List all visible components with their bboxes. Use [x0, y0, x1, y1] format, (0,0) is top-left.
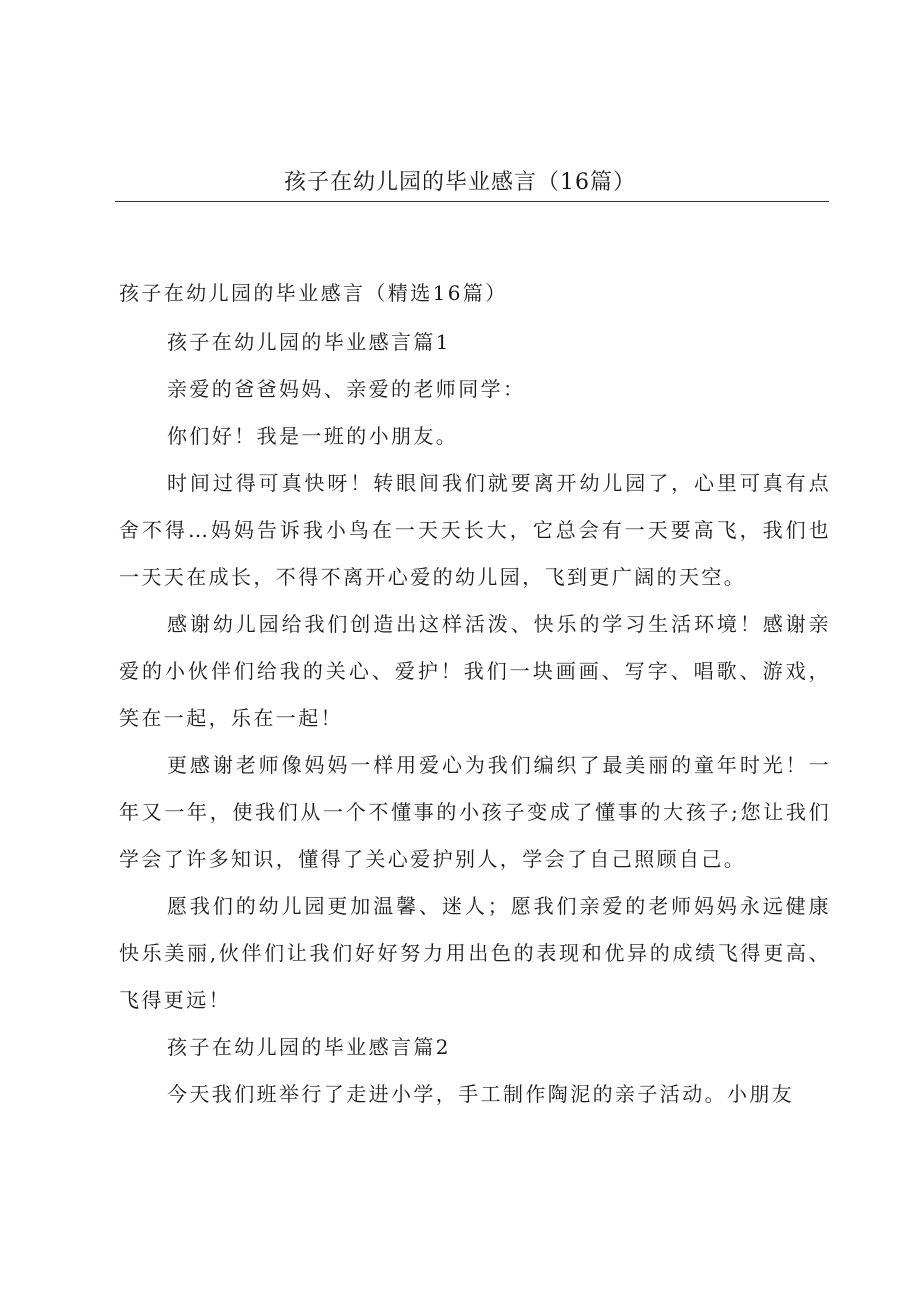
body-paragraph: 今天我们班举行了走进小学，手工制作陶泥的亲子活动。小朋友 — [167, 1082, 795, 1106]
body-paragraph: 愿我们的幼儿园更加温馨、迷人；愿我们亲爱的老师妈妈永远健康快乐美丽,伙伴们让我们好好努力用出色的表现和优异的成绩飞得更高、飞得更远！ — [119, 894, 831, 1012]
body-paragraph: 更感谢老师像妈妈一样用爱心为我们编织了最美丽的童年时光！一年又一年，使我们从一个不懂事的小孩子变成了懂事的大孩子;您让我们学会了许多知识，懂得了关心爱护别人，学会了自己照顾自己。 — [119, 753, 831, 871]
document-body — [119, 270, 831, 1118]
section-heading: 孩子在幼儿园的毕业感言篇2 — [167, 1035, 451, 1059]
title-underline — [115, 201, 829, 202]
section-heading: 孩子在幼儿园的毕业感言篇1 — [167, 330, 451, 354]
salutation: 亲爱的爸爸妈妈、亲爱的老师同学： — [167, 377, 526, 401]
document-title: 孩子在幼儿园的毕业感言（16篇） — [284, 170, 636, 195]
body-paragraph: 时间过得可真快呀！转眼间我们就要离开幼儿园了，心里可真有点舍不得…妈妈告诉我小鸟在一天天长大，它总会有一天要高飞，我们也一天天在成长，不得不离开心爱的幼儿园，飞到更广阔的天空。 — [119, 471, 831, 589]
body-paragraph: 感谢幼儿园给我们创造出这样活泼、快乐的学习生活环境！感谢亲爱的小伙伴们给我的关心、爱护！我们一块画画、写字、唱歌、游戏，笑在一起，乐在一起！ — [119, 612, 831, 730]
document-subtitle: 孩子在幼儿园的毕业感言（精选16篇） — [119, 281, 508, 305]
greeting: 你们好！我是一班的小朋友。 — [167, 424, 459, 448]
